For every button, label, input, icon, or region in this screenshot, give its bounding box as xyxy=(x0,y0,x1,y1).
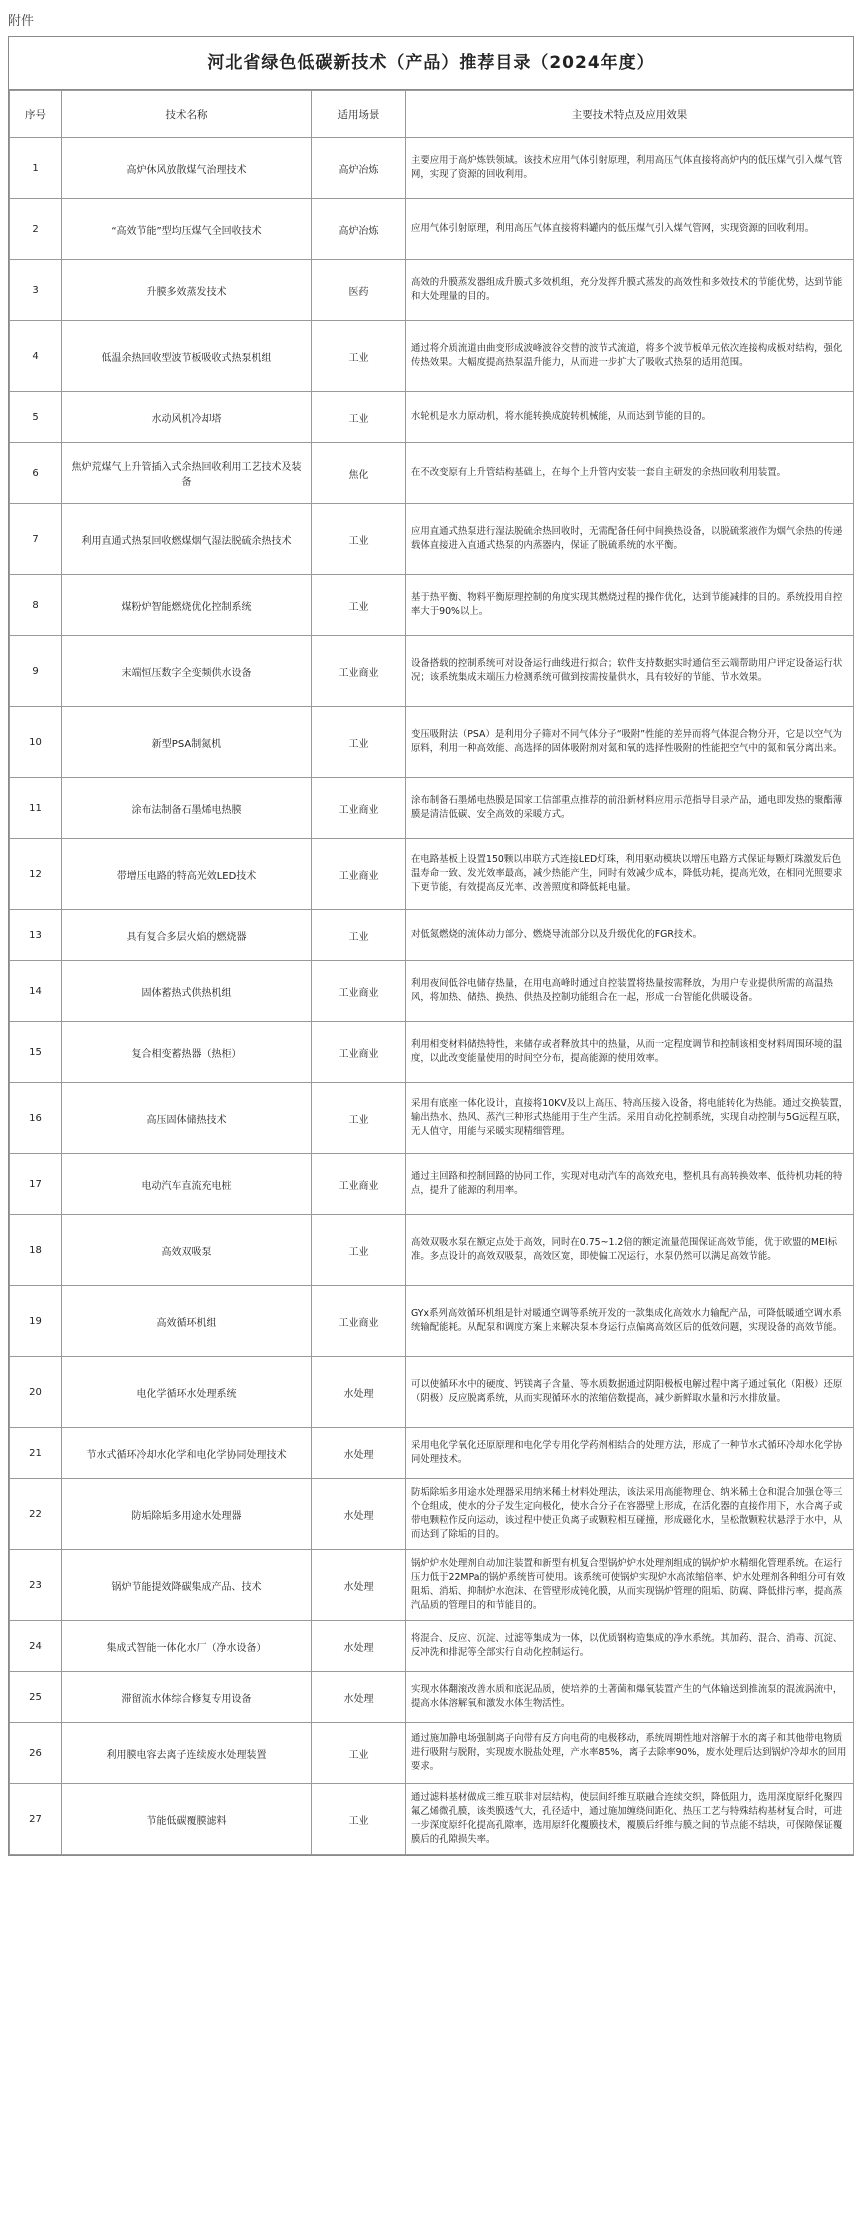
tech-name: 电动汽车直流充电桩 xyxy=(62,1154,312,1215)
table-row xyxy=(10,778,854,839)
tech-name: 集成式智能一体化水厂（净水设备） xyxy=(62,1621,312,1672)
table-body xyxy=(10,138,854,1855)
tech-name: 带增压电路的特高光效LED技术 xyxy=(62,839,312,910)
tech-name: 利用膜电容去离子连续废水处理装置 xyxy=(62,1723,312,1784)
table-row xyxy=(10,636,854,707)
catalog-table xyxy=(9,90,854,1855)
annex-label: 附件 xyxy=(8,14,35,29)
application-scene: 水处理 xyxy=(312,1672,406,1723)
tech-features: 将混合、反应、沉淀、过滤等集成为一体，以优质钢构造集成的净水系统。其加药、混合、消毒、沉淀、反冲洗和排泥等全部实行自动化控制运行。 xyxy=(406,1621,854,1672)
table-row xyxy=(10,1672,854,1723)
application-scene: 工业 xyxy=(312,504,406,575)
table-row xyxy=(10,1621,854,1672)
table-row xyxy=(10,1083,854,1154)
row-number: 22 xyxy=(10,1479,62,1550)
tech-name: 锅炉节能提效降碳集成产品、技术 xyxy=(62,1550,312,1621)
tech-features: 通过施加静电场强制离子向带有反方向电荷的电极移动，系统周期性地对溶解于水的离子和其他带电物质进行吸附与脱附，实现废水脱盐处理，产水率85%，离子去除率90%，废水处理后达到锅炉冷却水的回用要求。 xyxy=(406,1723,854,1784)
row-number: 25 xyxy=(10,1672,62,1723)
table-row xyxy=(10,707,854,778)
application-scene: 工业 xyxy=(312,1215,406,1286)
table-row xyxy=(10,1154,854,1215)
row-number: 20 xyxy=(10,1357,62,1428)
tech-features: 应用直通式热泵进行湿法脱硫余热回收时，无需配备任何中间换热设备，以脱硫浆液作为烟气余热的传递载体直接进入直通式热泵的内蒸器内，保证了脱硫系统的水平衡。 xyxy=(406,504,854,575)
tech-features: 锅炉炉水处理剂自动加注装置和新型有机复合型锅炉炉水处理剂组成的锅炉炉水精细化管理系统。在运行压力低于22MPa的锅炉系统皆可使用。该系统可使锅炉实现炉水高浓缩倍率、炉水处理剂各种组分可有效阻垢、消垢、抑制炉水泡沫、在管壁形成钝化膜，从而实现锅炉管理的阻垢、防腐、降低排污率，提高蒸汽品质的管理目的和节能目的。 xyxy=(406,1550,854,1621)
table-row xyxy=(10,1357,854,1428)
tech-name: 复合相变蓄热器（热柜） xyxy=(62,1022,312,1083)
tech-name: 滞留流水体综合修复专用设备 xyxy=(62,1672,312,1723)
tech-name: 节能低碳覆膜滤料 xyxy=(62,1784,312,1855)
row-number: 4 xyxy=(10,321,62,392)
tech-name: 涂布法制备石墨烯电热膜 xyxy=(62,778,312,839)
column-header-scene: 适用场景 xyxy=(312,91,406,138)
tech-name: 高效循环机组 xyxy=(62,1286,312,1357)
application-scene: 工业商业 xyxy=(312,1286,406,1357)
tech-features: 设备搭载的控制系统可对设备运行曲线进行拟合；软件支持数据实时通信至云端帮助用户评定设备运行状况；该系统集成末端压力检测系统可做到按需按量供水，具有较好的节能、节水效果。 xyxy=(406,636,854,707)
tech-name: 末端恒压数字全变频供水设备 xyxy=(62,636,312,707)
row-number: 14 xyxy=(10,961,62,1022)
tech-name: “高效节能”型均压煤气全回收技术 xyxy=(62,199,312,260)
application-scene: 工业 xyxy=(312,575,406,636)
table-header-row xyxy=(10,91,854,138)
row-number: 6 xyxy=(10,443,62,504)
catalog-sheet xyxy=(8,36,854,1856)
table-row xyxy=(10,1784,854,1855)
row-number: 23 xyxy=(10,1550,62,1621)
row-number: 3 xyxy=(10,260,62,321)
tech-name: 节水式循环冷却水化学和电化学协同处理技术 xyxy=(62,1428,312,1479)
table-row xyxy=(10,575,854,636)
table-row xyxy=(10,504,854,575)
tech-features: 对低氮燃烧的流体动力部分、燃烧导流部分以及升级优化的FGR技术。 xyxy=(406,910,854,961)
tech-features: 通过滤料基材做成三维互联非对层结构，使层间纤维互联融合连续交织，降低阻力，选用深度原纤化聚四氟乙烯微孔膜，该类膜透气大，孔径适中，通过施加缠绕间距化、热压工艺与特殊结构基材复合时，可进一步深度原纤化提高孔隙率，选用原纤化覆膜技术，覆膜后纤维与膜之间的节点能不结块，可保障保证覆膜后的孔隙损失率。 xyxy=(406,1784,854,1855)
table-row xyxy=(10,138,854,199)
row-number: 11 xyxy=(10,778,62,839)
application-scene: 水处理 xyxy=(312,1428,406,1479)
application-scene: 工业商业 xyxy=(312,778,406,839)
tech-features: 在不改变原有上升管结构基础上，在每个上升管内安装一套自主研发的余热回收利用装置。 xyxy=(406,443,854,504)
row-number: 17 xyxy=(10,1154,62,1215)
document-title: 河北省绿色低碳新技术（产品）推荐目录（2024年度） xyxy=(9,37,853,90)
tech-name: 高效双吸泵 xyxy=(62,1215,312,1286)
tech-name: 低温余热回收型波节板吸收式热泵机组 xyxy=(62,321,312,392)
tech-features: 涂布制备石墨烯电热膜是国家工信部重点推荐的前沿新材料应用示范指导目录产品，通电即发热的聚酯薄膜是清洁低碳、安全高效的采暖方式。 xyxy=(406,778,854,839)
tech-features: 高效的升膜蒸发器组成升膜式多效机组，充分发挥升膜式蒸发的高效性和多效技术的节能优势，达到节能和大处理量的目的。 xyxy=(406,260,854,321)
row-number: 13 xyxy=(10,910,62,961)
row-number: 5 xyxy=(10,392,62,443)
table-row xyxy=(10,443,854,504)
column-header-features: 主要技术特点及应用效果 xyxy=(406,91,854,138)
table-row xyxy=(10,392,854,443)
application-scene: 工业 xyxy=(312,1083,406,1154)
application-scene: 水处理 xyxy=(312,1550,406,1621)
application-scene: 工业 xyxy=(312,910,406,961)
tech-features: 通过主回路和控制回路的协同工作，实现对电动汽车的高效充电，整机具有高转换效率、低待机功耗的特点，提升了能源的利用率。 xyxy=(406,1154,854,1215)
tech-features: 变压吸附法（PSA）是利用分子筛对不同气体分子“吸附”性能的差异而将气体混合物分开，它是以空气为原料，利用一种高效能、高选择的固体吸附剂对氮和氧的选择性吸附的性能把空气中的氮和氧分离出来。 xyxy=(406,707,854,778)
table-row xyxy=(10,910,854,961)
row-number: 12 xyxy=(10,839,62,910)
row-number: 16 xyxy=(10,1083,62,1154)
table-row xyxy=(10,1550,854,1621)
tech-name: 电化学循环水处理系统 xyxy=(62,1357,312,1428)
tech-name: 利用直通式热泵回收燃煤烟气湿法脱硫余热技术 xyxy=(62,504,312,575)
application-scene: 工业 xyxy=(312,1723,406,1784)
application-scene: 工业商业 xyxy=(312,961,406,1022)
tech-name: 水动风机冷却塔 xyxy=(62,392,312,443)
table-row xyxy=(10,839,854,910)
tech-features: 主要应用于高炉炼铁领域。该技术应用气体引射原理，利用高压气体直接将高炉内的低压煤气引入煤气管网，实现了资源的回收利用。 xyxy=(406,138,854,199)
table-row xyxy=(10,1215,854,1286)
tech-features: 采用电化学氧化还原原理和电化学专用化学药剂相结合的处理方法，形成了一种节水式循环冷却水化学协同处理技术。 xyxy=(406,1428,854,1479)
row-number: 1 xyxy=(10,138,62,199)
row-number: 21 xyxy=(10,1428,62,1479)
table-row xyxy=(10,1428,854,1479)
application-scene: 水处理 xyxy=(312,1621,406,1672)
column-header-number: 序号 xyxy=(10,91,62,138)
tech-name: 焦炉荒煤气上升管插入式余热回收利用工艺技术及装备 xyxy=(62,443,312,504)
tech-features: 水轮机是水力原动机，将水能转换成旋转机械能，从而达到节能的目的。 xyxy=(406,392,854,443)
application-scene: 医药 xyxy=(312,260,406,321)
row-number: 7 xyxy=(10,504,62,575)
table-row xyxy=(10,1723,854,1784)
application-scene: 焦化 xyxy=(312,443,406,504)
application-scene: 水处理 xyxy=(312,1357,406,1428)
row-number: 15 xyxy=(10,1022,62,1083)
tech-features: 采用有底座一体化设计，直接将10KV及以上高压、特高压接入设备，将电能转化为热能。通过交换装置，输出热水、热风、蒸汽三种形式热能用于生产生活。采用自动化控制系统，实现自动控制与5G远程互联，无人值守，用能与采暖实现精细管理。 xyxy=(406,1083,854,1154)
tech-features: 应用气体引射原理，利用高压气体直接将料罐内的低压煤气引入煤气管网，实现资源的回收利用。 xyxy=(406,199,854,260)
tech-features: 可以使循环水中的硬度、钙镁离子含量、等水质数据通过阴阳极板电解过程中离子通过氧化（阳极）还原（阴极）反应脱离系统，从而实现循环水的浓缩倍数提高，减少新鲜取水量和污水排放量。 xyxy=(406,1357,854,1428)
tech-name: 高炉休风放散煤气治理技术 xyxy=(62,138,312,199)
tech-features: 利用夜间低谷电储存热量，在用电高峰时通过自控装置将热量按需释放，为用户专业提供所需的高温热风，将加热、储热、换热、供热及控制功能组合在一起，形成一台智能化供暖设备。 xyxy=(406,961,854,1022)
row-number: 18 xyxy=(10,1215,62,1286)
table-row xyxy=(10,260,854,321)
table-row xyxy=(10,1479,854,1550)
table-row xyxy=(10,961,854,1022)
tech-features: 通过将介质流道由曲变形成波峰波谷交替的波节式流道，将多个波节板单元依次连接构成板对结构，强化传热效果。大幅度提高热泵温升能力，从而进一步扩大了吸收式热泵的适用范围。 xyxy=(406,321,854,392)
row-number: 2 xyxy=(10,199,62,260)
tech-name: 新型PSA制氮机 xyxy=(62,707,312,778)
row-number: 27 xyxy=(10,1784,62,1855)
tech-features: GYx系列高效循环机组是针对暖通空调等系统开发的一款集成化高效水力输配产品，可降低暖通空调水系统输配能耗。从配泵和调度方案上来解决泵本身运行点偏离高效区后的低效问题，实现设备的高效节能。 xyxy=(406,1286,854,1357)
tech-name: 防垢除垢多用途水处理器 xyxy=(62,1479,312,1550)
tech-features: 实现水体翻滚改善水质和底泥品质，使培养的土著菌和爆氧装置产生的气体输送到推流泵的混流涡流中，提高水体溶解氧和激发水体生物活性。 xyxy=(406,1672,854,1723)
column-header-tech-name: 技术名称 xyxy=(62,91,312,138)
application-scene: 工业 xyxy=(312,1784,406,1855)
application-scene: 高炉冶炼 xyxy=(312,199,406,260)
row-number: 26 xyxy=(10,1723,62,1784)
row-number: 24 xyxy=(10,1621,62,1672)
application-scene: 工业 xyxy=(312,321,406,392)
table-row xyxy=(10,1286,854,1357)
tech-name: 煤粉炉智能燃烧优化控制系统 xyxy=(62,575,312,636)
row-number: 19 xyxy=(10,1286,62,1357)
tech-name: 高压固体储热技术 xyxy=(62,1083,312,1154)
row-number: 8 xyxy=(10,575,62,636)
application-scene: 高炉冶炼 xyxy=(312,138,406,199)
tech-name: 固体蓄热式供热机组 xyxy=(62,961,312,1022)
tech-name: 具有复合多层火焰的燃烧器 xyxy=(62,910,312,961)
tech-features: 在电路基板上设置150颗以串联方式连接LED灯珠，利用驱动模块以增压电路方式保证每颗灯珠激发后色温寿命一致、发光效率最高，减少热能产生，同时有效减少成本，降低功耗，提高光效，在相同光照要求下更节能，有效提高反光率、改善照度和降低耗电量。 xyxy=(406,839,854,910)
application-scene: 工业商业 xyxy=(312,1154,406,1215)
table-row xyxy=(10,321,854,392)
row-number: 9 xyxy=(10,636,62,707)
tech-features: 利用相变材料储热特性，来储存或者释放其中的热量，从而一定程度调节和控制该相变材料周围环境的温度，以此改变能量使用的时间空分布，提高能源的使用效率。 xyxy=(406,1022,854,1083)
tech-features: 防垢除垢多用途水处理器采用纳米稀土材料处理法，该法采用高能物理仓、纳米稀土仓和混合加强仓等三个仓组成，使水的分子发生定向极化，使水合分子在容器壁上形成，在活化器的直接作用下，水合离子或带电颗粒作反向运动，该过程中使正负离子或颗粒相互碰撞，形成磁化水，呈松散颗粒状悬浮于水中，从而达到了除垢的目的。 xyxy=(406,1479,854,1550)
tech-features: 基于热平衡、物料平衡原理控制的角度实现其燃烧过程的操作优化，达到节能减排的目的。系统投用自控率大于90%以上。 xyxy=(406,575,854,636)
application-scene: 工业商业 xyxy=(312,1022,406,1083)
application-scene: 工业 xyxy=(312,707,406,778)
application-scene: 水处理 xyxy=(312,1479,406,1550)
tech-name: 升膜多效蒸发技术 xyxy=(62,260,312,321)
application-scene: 工业商业 xyxy=(312,839,406,910)
tech-features: 高效双吸水泵在额定点处于高效，同时在0.75~1.2倍的额定流量范围保证高效节能，优于欧盟的MEI标准。多点设计的高效双吸泵，高效区宽，即使偏工况运行，水泵仍然可以满足高效节能。 xyxy=(406,1215,854,1286)
table-row xyxy=(10,1022,854,1083)
application-scene: 工业商业 xyxy=(312,636,406,707)
application-scene: 工业 xyxy=(312,392,406,443)
row-number: 10 xyxy=(10,707,62,778)
table-row xyxy=(10,199,854,260)
